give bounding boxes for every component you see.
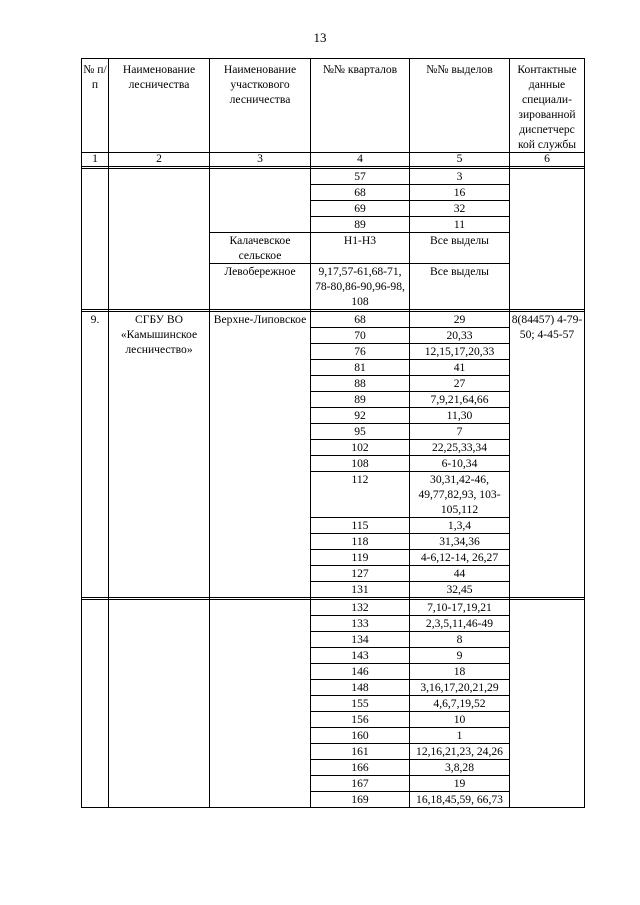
district-cell: Калачевское сельское xyxy=(210,233,311,264)
col-number: 6 xyxy=(510,153,585,167)
quarter-cell: 108 xyxy=(311,456,410,472)
col-number: 2 xyxy=(109,153,210,167)
quarter-cell: 118 xyxy=(311,534,410,550)
quarter-cell: 89 xyxy=(311,217,410,233)
plots-cell: 3 xyxy=(410,169,510,185)
plots-cell: 11,30 xyxy=(410,408,510,424)
quarter-cell: 127 xyxy=(311,566,410,582)
plots-cell: 19 xyxy=(410,776,510,792)
forestry-table xyxy=(81,58,585,808)
col-number: 3 xyxy=(210,153,311,167)
district-cell: Верхне-Липовское xyxy=(210,312,311,598)
header-row xyxy=(82,59,585,153)
plots-cell: 20,33 xyxy=(410,328,510,344)
table-row xyxy=(82,312,585,328)
plots-cell: 10 xyxy=(410,712,510,728)
quarter-cell: 133 xyxy=(311,616,410,632)
header-plots: №№ выделов xyxy=(410,59,510,153)
plots-cell: 6-10,34 xyxy=(410,456,510,472)
col-number: 4 xyxy=(311,153,410,167)
header-quarters: №№ кварталов xyxy=(311,59,410,153)
forestry-cell xyxy=(109,600,210,808)
plots-cell: 3,16,17,20,21,29 xyxy=(410,680,510,696)
quarter-cell: 70 xyxy=(311,328,410,344)
plots-cell: 30,31,42-46, 49,77,82,93, 103-105,112 xyxy=(410,472,510,518)
quarter-cell: 76 xyxy=(311,344,410,360)
plots-cell: 22,25,33,34 xyxy=(410,440,510,456)
header-forestry: Наименование лесничества xyxy=(109,59,210,153)
quarter-cell: 131 xyxy=(311,582,410,598)
num-cell xyxy=(82,169,109,310)
plots-cell: 16 xyxy=(410,185,510,201)
plots-cell: 1 xyxy=(410,728,510,744)
plots-cell: 7,10-17,19,21 xyxy=(410,600,510,616)
district-cell xyxy=(210,169,311,233)
header-district: Наименование участкового лесничества xyxy=(210,59,311,153)
quarter-cell: 102 xyxy=(311,440,410,456)
plots-cell: 41 xyxy=(410,360,510,376)
quarter-cell: 166 xyxy=(311,760,410,776)
quarter-cell: 115 xyxy=(311,518,410,534)
header-contacts: Контактные данные специали-зированной диспетчерс кой службы xyxy=(510,59,585,153)
quarter-cell: 160 xyxy=(311,728,410,744)
header-num: № п/п xyxy=(82,59,109,153)
quarter-cell: 68 xyxy=(311,185,410,201)
quarter-cell: 81 xyxy=(311,360,410,376)
forestry-cell: СГБУ ВО «Камышинское лесничество» xyxy=(109,312,210,598)
plots-cell: 3,8,28 xyxy=(410,760,510,776)
plots-cell: 4-6,12-14, 26,27 xyxy=(410,550,510,566)
contacts-cell xyxy=(510,169,585,310)
plots-cell: 1,3,4 xyxy=(410,518,510,534)
plots-cell: Все выделы xyxy=(410,264,510,310)
num-cell: 9. xyxy=(82,312,109,598)
plots-cell: 32 xyxy=(410,201,510,217)
plots-cell: 7,9,21,64,66 xyxy=(410,392,510,408)
plots-cell: 32,45 xyxy=(410,582,510,598)
quarter-cell: 9,17,57-61,68-71, 78-80,86-90,96-98, 108 xyxy=(311,264,410,310)
plots-cell: 18 xyxy=(410,664,510,680)
plots-cell: Все выделы xyxy=(410,233,510,264)
quarter-cell: 119 xyxy=(311,550,410,566)
page-number: 13 xyxy=(313,30,327,45)
quarter-cell: 161 xyxy=(311,744,410,760)
quarter-cell: 57 xyxy=(311,169,410,185)
quarter-cell: 88 xyxy=(311,376,410,392)
plots-cell: 12,16,21,23, 24,26 xyxy=(410,744,510,760)
quarter-cell: 134 xyxy=(311,632,410,648)
quarter-cell: 167 xyxy=(311,776,410,792)
num-cell xyxy=(82,600,109,808)
quarter-cell: 95 xyxy=(311,424,410,440)
contacts-cell: 8(84457) 4-79-50; 4-45-57 xyxy=(510,312,585,598)
quarter-cell: Н1-Н3 xyxy=(311,233,410,264)
plots-cell: 8 xyxy=(410,632,510,648)
plots-cell: 9 xyxy=(410,648,510,664)
plots-cell: 12,15,17,20,33 xyxy=(410,344,510,360)
forestry-cell xyxy=(109,169,210,310)
quarter-cell: 156 xyxy=(311,712,410,728)
quarter-cell: 132 xyxy=(311,600,410,616)
col-number: 5 xyxy=(410,153,510,167)
plots-cell: 44 xyxy=(410,566,510,582)
plots-cell: 4,6,7,19,52 xyxy=(410,696,510,712)
column-numbers-row xyxy=(82,153,585,167)
district-cell xyxy=(210,600,311,808)
quarter-cell: 68 xyxy=(311,312,410,328)
plots-cell: 31,34,36 xyxy=(410,534,510,550)
quarter-cell: 169 xyxy=(311,792,410,808)
quarter-cell: 155 xyxy=(311,696,410,712)
plots-cell: 29 xyxy=(410,312,510,328)
plots-cell: 16,18,45,59, 66,73 xyxy=(410,792,510,808)
quarter-cell: 89 xyxy=(311,392,410,408)
plots-cell: 11 xyxy=(410,217,510,233)
quarter-cell: 69 xyxy=(311,201,410,217)
table-row xyxy=(82,600,585,616)
plots-cell: 2,3,5,11,46-49 xyxy=(410,616,510,632)
plots-cell: 7 xyxy=(410,424,510,440)
district-cell: Левобережное xyxy=(210,264,311,310)
quarter-cell: 112 xyxy=(311,472,410,518)
col-number: 1 xyxy=(82,153,109,167)
quarter-cell: 148 xyxy=(311,680,410,696)
plots-cell: 27 xyxy=(410,376,510,392)
contacts-cell xyxy=(510,600,585,808)
quarter-cell: 146 xyxy=(311,664,410,680)
table-row xyxy=(82,169,585,185)
quarter-cell: 92 xyxy=(311,408,410,424)
quarter-cell: 143 xyxy=(311,648,410,664)
